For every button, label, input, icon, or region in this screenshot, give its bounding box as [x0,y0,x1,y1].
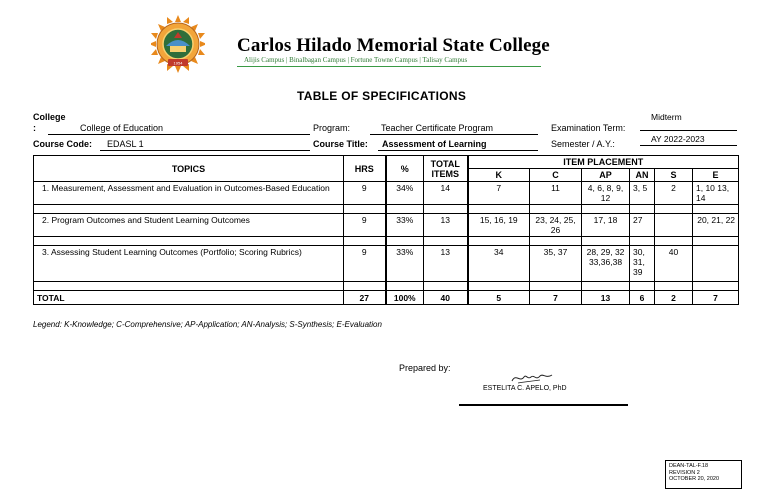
an-cell: 3, 5 [630,182,655,205]
k-header: K [468,169,530,182]
prepared-by-label: Prepared by: [399,363,451,373]
table-header-row [34,156,739,169]
total-row [34,291,739,305]
topic-cell: 2. Program Outcomes and Student Learning Outcomes [34,214,344,237]
ap-cell: 28, 29, 32 33,36,38 [582,246,630,282]
percent-cell: 33% [386,246,424,282]
s-header: S [655,169,693,182]
signature [510,369,554,385]
college-label: College [33,112,66,122]
total-label: TOTAL [34,291,344,305]
total-cell: 13 [424,214,468,237]
total-an: 6 [630,291,655,305]
course-title-value: Assessment of Learning [382,139,487,149]
signature-line [459,404,628,406]
total-cell: 14 [424,182,468,205]
course-code-underline [100,150,310,151]
percent-cell: 34% [386,182,424,205]
e-header: E [693,169,739,182]
total-c: 7 [530,291,582,305]
course-code-label: Course Code: [33,139,93,149]
total-items: 40 [424,291,468,305]
doc-code-line1: DEAN-TAL-F.18 [669,463,709,469]
hrs-header: HRS [344,156,386,182]
percent-cell: 33% [386,214,424,237]
total-s: 2 [655,291,693,305]
s-cell: 2 [655,182,693,205]
semester-label: Semester / A.Y.: [551,139,615,149]
an-cell: 27 [630,214,655,237]
signer-name: ESTELITA C. APELO, PhD [483,385,567,392]
semester-value: AY 2022-2023 [651,134,705,144]
ap-cell: 4, 6, 8, 9, 12 [582,182,630,205]
doc-code-line3: OCTOBER 20, 2020 [669,476,720,482]
spacer-row [34,205,739,214]
e-cell: 20, 21, 22 [693,214,739,237]
page-title: TABLE OF SPECIFICATIONS [297,89,467,103]
legend: Legend: K-Knowledge; C-Comprehensive; AP-Application; AN-Analysis; S-Synthesis; E-Evaluation [33,320,382,329]
header-divider [237,66,541,67]
total-k: 5 [468,291,530,305]
exam-term-underline [640,130,737,131]
seal-year: 1954 [173,60,183,66]
table-row [34,246,739,282]
item-placement-header: ITEM PLACEMENT [468,156,739,169]
hrs-cell: 9 [344,246,386,282]
specifications-table [33,155,739,305]
c-cell: 23, 24, 25, 26 [530,214,582,237]
college-underline [48,134,310,135]
program-value: Teacher Certificate Program [381,123,494,133]
document-code-box [665,460,742,489]
e-cell: 1, 10 13, 14 [693,182,739,205]
college-value: College of Education [80,123,164,133]
semester-underline [640,145,737,146]
total-percent: 100% [386,291,424,305]
k-cell: 34 [468,246,530,282]
total-cell: 13 [424,246,468,282]
table-row [34,182,739,205]
exam-term-value: Midterm [651,112,682,122]
c-cell: 35, 37 [530,246,582,282]
an-header: AN [630,169,655,182]
total-items-header-line2: ITEMS [431,168,459,179]
percent-header: % [386,156,424,182]
spacer-row [34,282,739,291]
s-cell [655,214,693,237]
total-hrs: 27 [344,291,386,305]
an-cell: 30, 31, 39 [630,246,655,282]
total-items-header-line1: TOTAL [430,158,460,169]
course-title-underline [378,150,538,151]
c-header: C [530,169,582,182]
course-title-label: Course Title: [313,139,368,149]
program-underline [370,134,538,135]
k-cell: 15, 16, 19 [468,214,530,237]
total-e: 7 [693,291,739,305]
k-cell: 7 [468,182,530,205]
program-label: Program: [313,123,351,133]
campus-list: Alijis Campus | Binalbagan Campus | Fortune Towne Campus | Talisay Campus [244,56,468,64]
total-items-header [424,156,468,182]
ap-header: AP [582,169,630,182]
ap-cell: 17, 18 [582,214,630,237]
s-cell: 40 [655,246,693,282]
college-seal-logo [151,14,205,76]
c-cell: 11 [530,182,582,205]
spacer-row [34,237,739,246]
total-ap: 13 [582,291,630,305]
doc-code-line2: REVISION 2 [669,469,700,476]
hrs-cell: 9 [344,182,386,205]
topic-cell: 1. Measurement, Assessment and Evaluation in Outcomes-Based Education [34,182,344,205]
topics-header: TOPICS [34,156,344,182]
college-name: Carlos Hilado Memorial State College [237,35,550,56]
table-row [34,214,739,237]
e-cell [693,246,739,282]
college-colon: : [33,123,36,133]
topic-cell: 3. Assessing Student Learning Outcomes (Portfolio; Scoring Rubrics) [34,246,344,282]
exam-term-label: Examination Term: [551,123,626,133]
hrs-cell: 9 [344,214,386,237]
course-code-value: EDASL 1 [107,139,144,149]
